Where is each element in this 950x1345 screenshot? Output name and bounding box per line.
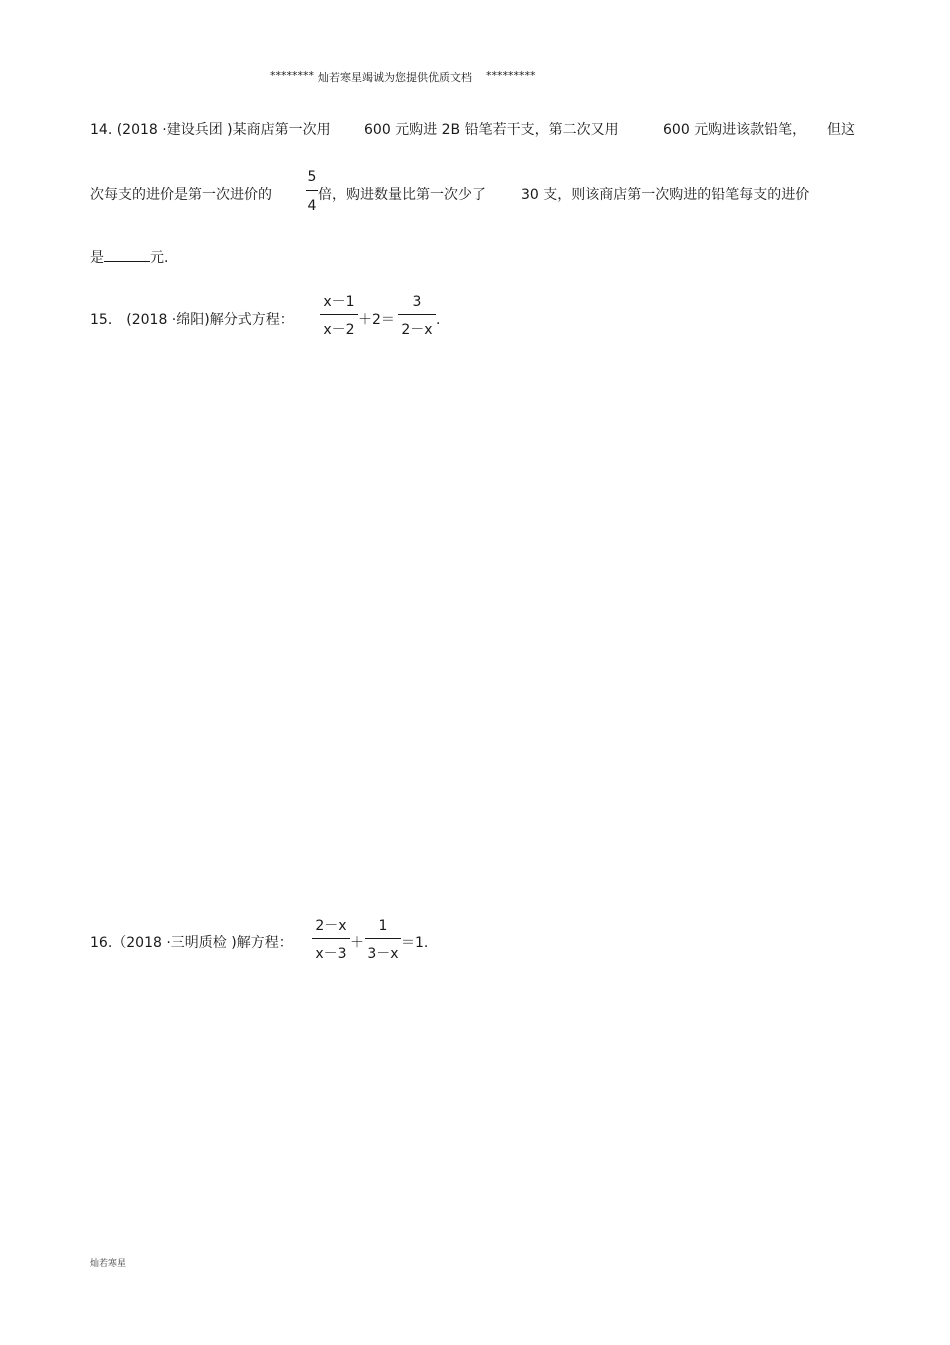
q14-line1-part-a: 14. (2018 ·建设兵团 )某商店第一次用 (90, 122, 331, 138)
fraction-numerator: 1 (378, 918, 388, 934)
q14-line2-part-b: 倍，购进数量比第一次少了 (318, 187, 486, 203)
header-title: 灿若寒星竭诚为您提供优质文档 (318, 71, 472, 84)
fraction-numerator: x－1 (323, 294, 355, 310)
fraction-bar (365, 938, 401, 939)
fraction-numerator: 3 (412, 294, 422, 310)
q14-line2-part-c: 30 支，则该商店第一次购进的铅笔每支的进价 (521, 187, 810, 203)
q15-label: 15． (2018 ·绵阳)解分式方程： (90, 312, 294, 328)
q14-fraction-five-fourths (306, 168, 318, 216)
fraction-numerator: 5 (307, 169, 317, 185)
q15-fraction-left (320, 293, 358, 341)
fraction-bar (306, 190, 318, 191)
fraction-bar (312, 938, 350, 939)
header-stars-right: ********* (486, 69, 536, 82)
footer-text: 灿若寒星 (90, 1259, 127, 1269)
q16-fraction-left (312, 917, 350, 965)
q14-line3-part-b: 元. (150, 250, 169, 266)
q14-line3-part-a: 是 (90, 250, 104, 266)
fraction-denominator: x－3 (315, 946, 347, 962)
q14-line1-part-c: 600 元购进该款铅笔， (663, 122, 807, 138)
q14-line1-part-d: 但这 (827, 122, 855, 138)
fraction-bar (398, 314, 436, 315)
q14-line2-part-a: 次每支的进价是第一次进价的 (90, 187, 272, 203)
q16-label: 16.（2018 ·三明质检 )解方程： (90, 935, 293, 951)
fraction-denominator: 2－x (401, 322, 433, 338)
q16-fraction-right (365, 917, 401, 965)
q15-fraction-right (398, 293, 436, 341)
fraction-denominator: 4 (307, 198, 317, 214)
q14-line3 (90, 247, 168, 267)
q15-middle: ＋2＝ (358, 312, 395, 328)
q16-end: ＝1. (401, 935, 429, 951)
q14-line1-part-b: 600 元购进 2B 铅笔若干支，第二次又用 (364, 122, 619, 138)
q15-end: . (436, 312, 441, 328)
fraction-denominator: 3－x (367, 946, 399, 962)
fraction-denominator: x－2 (323, 322, 355, 338)
q16-plus: ＋ (350, 935, 364, 951)
header-stars-left: ******** (270, 69, 314, 82)
fraction-numerator: 2－x (315, 918, 347, 934)
fraction-bar (320, 314, 358, 315)
answer-blank[interactable] (104, 247, 150, 262)
